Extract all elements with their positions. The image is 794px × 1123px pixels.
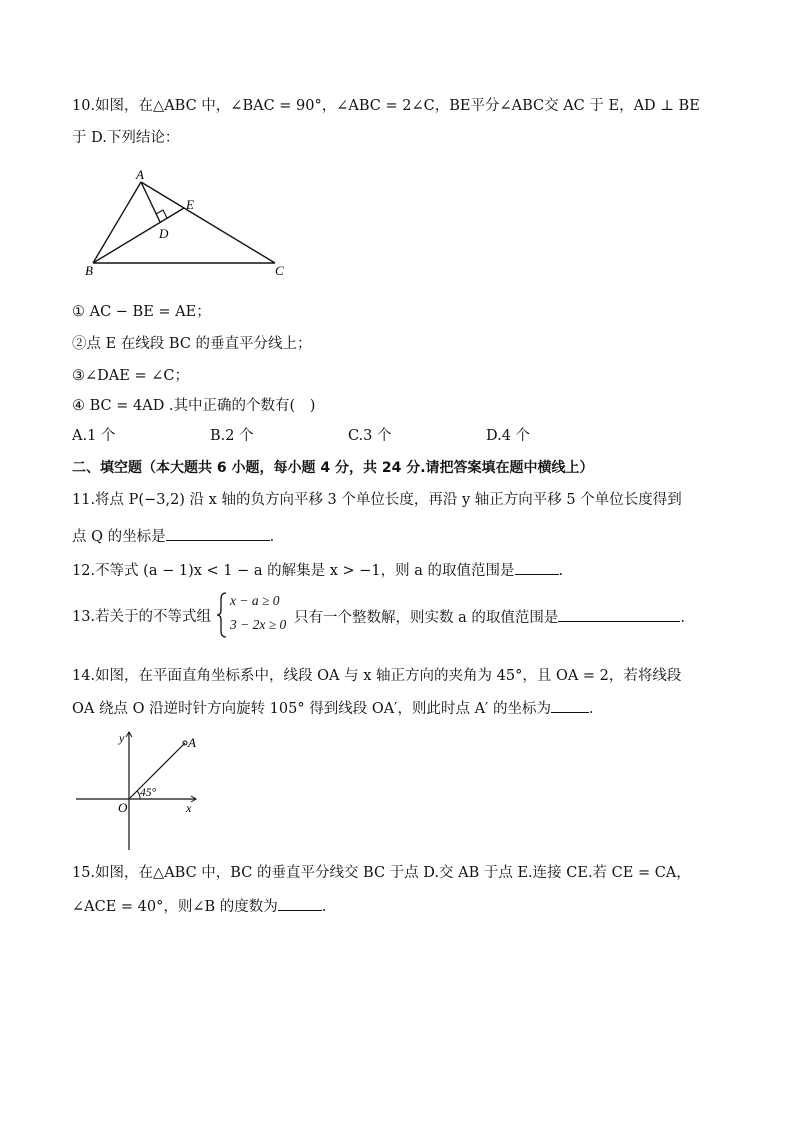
axis-label-x: x: [186, 801, 192, 815]
q15-answer-blank[interactable]: [278, 896, 322, 911]
q11-line2: [72, 526, 274, 547]
section-heading: 二、填空题（本大题共 6 小题，每小题 4 分，共 24 分.请把答案填在题中横线上）: [72, 460, 594, 476]
q12-answer-blank[interactable]: [515, 560, 559, 575]
q10-option-c: C.3 个: [348, 428, 392, 444]
q11-answer-blank[interactable]: [166, 526, 270, 541]
coordinate-figure: [74, 728, 204, 852]
q13-sys-line2: 3 − 2x ≥ 0: [230, 617, 287, 632]
q12-prefix: 12.不等式 (a − 1)x < 1 − a 的解集是 x > −1，则 a 的取值范围是: [72, 563, 515, 579]
q10-statement-4: ④ BC = 4AD .其中正确的个数有( ): [72, 398, 316, 414]
origin-label: O: [118, 800, 128, 815]
q14-answer-blank[interactable]: [551, 698, 589, 713]
label-E: E: [186, 197, 194, 212]
q12-suffix: .: [558, 563, 564, 579]
label-B: B: [85, 263, 93, 278]
q11-line1: 11.将点 P(−3,2) 沿 x 轴的负方向平移 3 个单位长度，再沿 y 轴正方向平移 5 个单位长度得到: [72, 492, 682, 508]
q15-line2-suffix: .: [321, 899, 327, 915]
q10-option-b: B.2 个: [210, 428, 254, 444]
point-label-a: A: [188, 735, 196, 750]
label-D: D: [159, 226, 169, 241]
brace-icon: [216, 591, 228, 639]
q10-line1: 10.如图，在△ABC 中，∠BAC = 90°，∠ABC = 2∠C，BE平分∠ABC交 AC 于 E，AD ⊥ BE: [72, 98, 700, 114]
axis-label-y: y: [119, 731, 125, 745]
q14-line2-prefix: OA 绕点 O 沿逆时针方向旋转 105° 得到线段 OA′，则此时点 A′ 的坐标为: [72, 701, 551, 717]
q13-rest: [294, 607, 685, 628]
q15-line2-prefix: ∠ACE = 40°，则∠B 的度数为: [72, 899, 278, 915]
q10-option-a: A.1 个: [72, 428, 116, 444]
q14-line2: [72, 698, 594, 719]
triangle-abc-figure: [80, 165, 295, 280]
q13-answer-blank[interactable]: [558, 607, 680, 622]
q14-line2-suffix: .: [588, 701, 594, 717]
q10-statement-1: ① AC − BE = AE；: [72, 304, 211, 320]
q11-line2-prefix: 点 Q 的坐标是: [72, 529, 166, 545]
q10-statement-2: ②点 E 在线段 BC 的垂直平分线上；: [72, 336, 312, 352]
angle-label: 45°: [140, 787, 157, 799]
q11-line2-suffix: .: [269, 529, 275, 545]
q15-line2: [72, 896, 326, 917]
q13-prefix: 13.若关于的不等式组: [72, 609, 212, 625]
q15-line1: 15.如图，在△ABC 中，BC 的垂直平分线交 BC 于点 D.交 AB 于点 E.连接 CE.若 CE = CA，: [72, 865, 691, 881]
q10-option-d: D.4 个: [486, 428, 531, 444]
q12-line: [72, 560, 563, 581]
q13-middle: 只有一个整数解，则实数 a 的取值范围是: [294, 610, 559, 626]
q13-suffix: .: [680, 610, 685, 626]
label-C: C: [275, 263, 284, 278]
q13-sys-line1: x − a ≥ 0: [230, 593, 280, 608]
q10-statement-3: ③∠DAE = ∠C；: [72, 368, 189, 384]
q14-line1: 14.如图，在平面直角坐标系中，线段 OA 与 x 轴正方向的夹角为 45°，且 OA = 2，若将线段: [72, 668, 682, 684]
label-A: A: [136, 167, 144, 182]
q10-line2: 于 D.下列结论：: [72, 130, 180, 146]
